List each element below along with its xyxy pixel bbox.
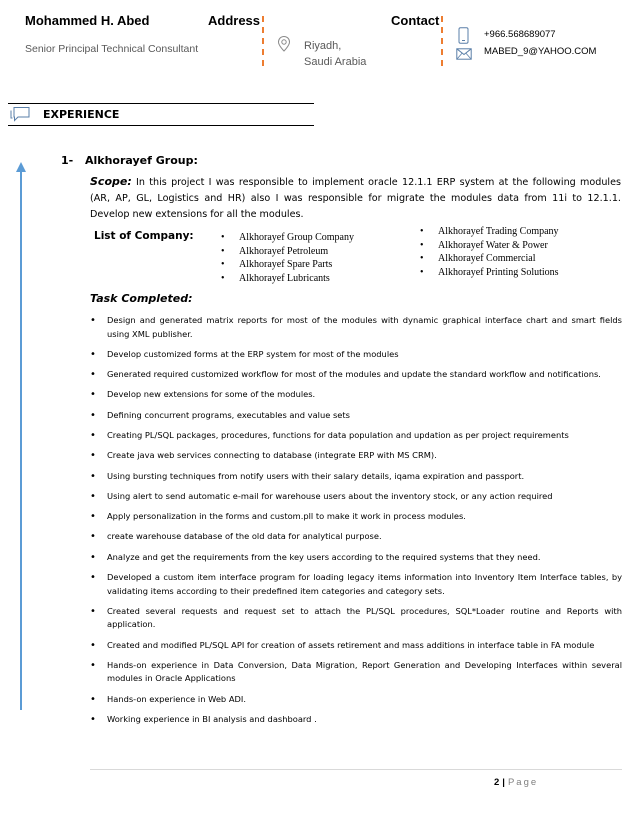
scope-label: Scope: xyxy=(90,175,132,188)
location-pin-icon xyxy=(276,35,292,53)
company-list-col1 xyxy=(221,231,354,285)
phone-icon xyxy=(458,27,469,44)
candidate-title: Senior Principal Technical Consultant xyxy=(25,43,199,55)
timeline-arrow xyxy=(15,162,27,712)
company-heading xyxy=(61,154,198,167)
task-item: • Creating PL/SQL packages, procedures, functions for data population and updation as per project requirements xyxy=(90,429,622,443)
scope-text: In this project I was responsible to implement oracle 12.1.1 ERP system at the following modules (AR, AP, GL, Logistics and HR) also I was responsible for migrate the modules data from 11i to 12.1.1. Develop new extensions for all the modules. xyxy=(90,177,621,220)
company-list-label: List of Company: xyxy=(94,230,194,242)
company-list-col2 xyxy=(420,225,559,279)
footer-rule xyxy=(90,769,622,770)
address-city: Riyadh, xyxy=(304,40,342,52)
list-item: • Alkhorayef Spare Parts xyxy=(221,258,354,272)
section-rule-bottom xyxy=(8,125,314,126)
page-footer xyxy=(494,777,538,788)
list-item: • Alkhorayef Group Company xyxy=(221,231,354,245)
task-item: • Working experience in BI analysis and dashboard . xyxy=(90,713,622,727)
contact-label: Contact xyxy=(391,13,440,28)
task-item: • Develop customized forms at the ERP system for most of the modules xyxy=(90,348,622,362)
candidate-name: Mohammed H. Abed xyxy=(25,13,150,28)
list-item: • Alkhorayef Commercial xyxy=(420,252,559,266)
divider-left xyxy=(262,16,264,66)
list-item: • Alkhorayef Water & Power xyxy=(420,239,559,253)
task-item: • Analyze and get the requirements from the key users according to the required systems that they need. xyxy=(90,551,622,565)
task-item: • Hands-on experience in Data Conversion, Data Migration, Report Generation and Developing Interfaces within several modules in Oracle Applications xyxy=(90,659,622,686)
envelope-icon xyxy=(456,48,472,60)
list-item: • Alkhorayef Lubricants xyxy=(221,272,354,286)
page-word: Page xyxy=(507,777,539,788)
task-item: • Design and generated matrix reports for most of the modules with dynamic graphical interface chart and smart fields using XML publisher. xyxy=(90,314,622,341)
task-item: • Using bursting techniques from notify users with their salary details, iqama expiration and passport. xyxy=(90,470,622,484)
task-item: • Defining concurrent programs, executables and value sets xyxy=(90,409,622,423)
task-item: • Developed a custom item interface program for loading legacy items information into Inventory Item Interface tables, by validating items according to their predefined item categories and category sets. xyxy=(90,571,622,598)
scope-paragraph xyxy=(90,174,621,223)
comment-icon xyxy=(9,106,31,122)
address-text xyxy=(304,38,366,70)
task-item: • Develop new extensions for some of the modules. xyxy=(90,388,622,402)
email-address: MABED_9@YAHOO.COM xyxy=(484,46,597,57)
task-item: • Using alert to send automatic e-mail for warehouse users about the inventory stock, or any action required xyxy=(90,490,622,504)
company-number: 1- xyxy=(61,154,74,167)
task-item: • Generated required customized workflow for most of the modules and update the standard workflow and notifications. xyxy=(90,368,622,382)
address-country: Saudi Arabia xyxy=(304,56,367,68)
divider-right xyxy=(441,16,443,66)
task-item: • Created several requests and request set to attach the PL/SQL procedures, SQL*Loader routine and Reports with application. xyxy=(90,605,622,632)
section-title: EXPERIENCE xyxy=(43,108,120,121)
task-label: Task Completed: xyxy=(90,292,193,305)
task-item: • create warehouse database of the old data for analytical purpose. xyxy=(90,530,622,544)
list-item: • Alkhorayef Printing Solutions xyxy=(420,266,559,280)
company-name: Alkhorayef Group: xyxy=(85,154,198,167)
task-item: • Apply personalization in the forms and custom.pll to make it work in process modules. xyxy=(90,510,622,524)
task-item: • Created and modified PL/SQL API for creation of assets retirement and mass additions in interface table in FA module xyxy=(90,639,622,653)
list-item: • Alkhorayef Trading Company xyxy=(420,225,559,239)
address-label: Address xyxy=(208,13,261,28)
task-list xyxy=(90,314,622,733)
page-number: 2 xyxy=(494,777,500,788)
task-item: • Hands-on experience in Web ADI. xyxy=(90,693,622,707)
task-item: • Create java web services connecting to database (integrate ERP with MS CRM). xyxy=(90,449,622,463)
phone-number: +966.568689077 xyxy=(484,29,556,40)
list-item: • Alkhorayef Petroleum xyxy=(221,245,354,259)
section-rule-top xyxy=(8,103,314,104)
page-separator: | xyxy=(502,777,505,788)
